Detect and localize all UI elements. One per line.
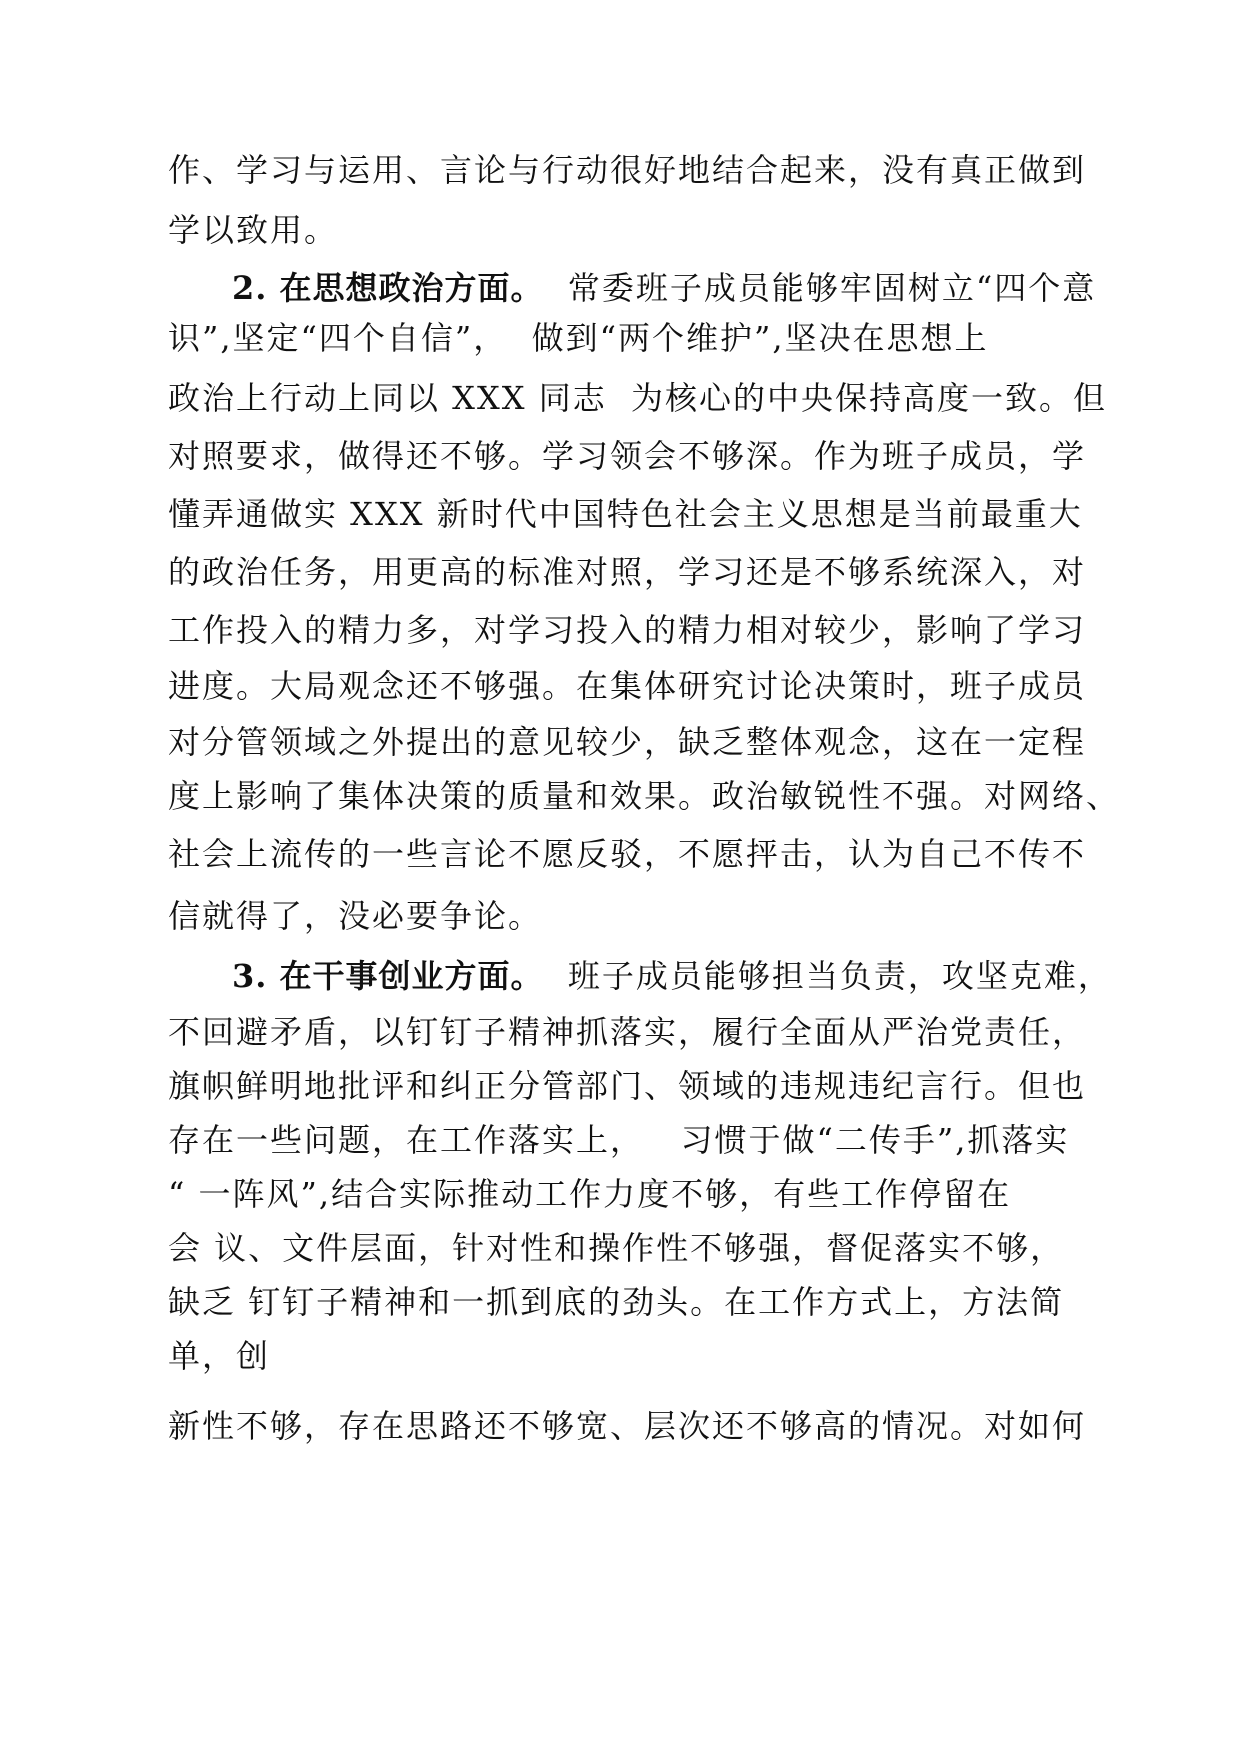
- text-line: 政治上行动上同以 XXX 同志 为核心的中央保持高度一致。但: [168, 379, 1108, 417]
- text-line: 对分管领域之外提出的意见较少，缺乏整体观念，这在一定程: [168, 723, 1087, 761]
- text-line: 信就得了，没必要争论。: [168, 897, 543, 935]
- text-line: 学以致用。: [168, 211, 339, 249]
- text-line: 旗帜鲜明地批评和纠正分管部门、领域的违规违纪言行。但也: [168, 1067, 1087, 1105]
- text-line: 新性不够，存在思路还不够宽、层次还不够高的情况。对如何: [168, 1407, 1087, 1445]
- text-line: 缺乏 钉钉子精神和一抓到底的劲头。在工作方式上，方法简: [168, 1283, 1065, 1321]
- text-line: 不回避矛盾，以钉钉子精神抓落实，履行全面从严治党责任，: [168, 1013, 1087, 1051]
- text-line: 工作投入的精力多，对学习投入的精力相对较少，影响了学习: [168, 611, 1087, 649]
- text-line: 作、学习与运用、言论与行动很好地结合起来，没有真正做到: [168, 151, 1087, 189]
- text-line: “ 一阵风”,结合实际推动工作力度不够，有些工作停留在: [168, 1175, 1012, 1213]
- text-run: 班子成员能够担当负责，攻坚克难，: [543, 957, 1112, 995]
- text-run: 常委班子成员能够牢固树立“四个意: [543, 269, 1097, 307]
- section-heading-line: [232, 956, 1112, 996]
- section-heading-line: [232, 268, 1096, 308]
- text-line: 进度。大局观念还不够强。在集体研究讨论决策时，班子成员: [168, 667, 1087, 705]
- section-heading: 3. 在干事创业方面。: [232, 957, 544, 995]
- text-line: 单，创: [168, 1337, 271, 1375]
- text-line: 社会上流传的一些言论不愿反驳，不愿抨击，认为自己不传不: [168, 835, 1087, 873]
- text-line: 的政治任务，用更高的标准对照，学习还是不够系统深入，对: [168, 553, 1087, 591]
- text-line: 对照要求，做得还不够。学习领会不够深。作为班子成员，学: [168, 437, 1087, 475]
- text-line: 识”,坚定“四个自信”， 做到“两个维护”,坚决在思想上: [168, 319, 989, 357]
- text-line: 存在一些问题，在工作落实上， 习惯于做“二传手”,抓落实: [168, 1121, 1070, 1159]
- section-heading: 2. 在思想政治方面。: [232, 269, 544, 307]
- text-line: 会 议、文件层面，针对性和操作性不够强，督促落实不够，: [168, 1229, 1065, 1267]
- text-line: 度上影响了集体决策的质量和效果。政治敏锐性不强。对网络、: [168, 777, 1121, 815]
- text-line: 懂弄通做实 XXX 新时代中国特色社会主义思想是当前最重大: [168, 495, 1083, 533]
